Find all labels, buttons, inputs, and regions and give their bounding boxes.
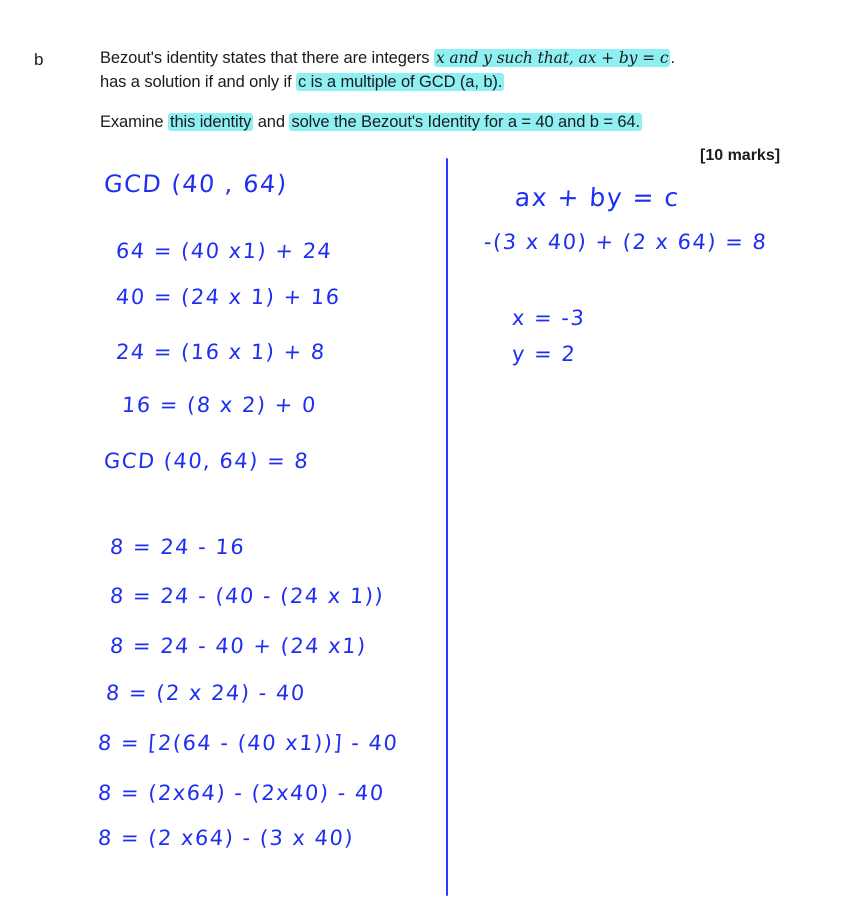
handwritten-line: 8 = (2 x64) - (3 x 40)	[97, 826, 355, 850]
question-label: b	[34, 50, 44, 69]
marks-label: [10 marks]	[700, 147, 781, 164]
question-line-2	[100, 73, 504, 92]
question-line-3	[100, 113, 642, 132]
question-line-1	[100, 49, 675, 68]
column-divider	[446, 158, 448, 896]
question-text: and	[257, 113, 285, 131]
highlighted-text: x and y such that, ax + by = c	[435, 49, 669, 67]
handwritten-line: GCD (40 , 64)	[103, 170, 289, 198]
highlighted-text: this identity	[169, 113, 252, 131]
handwritten-line: y = 2	[511, 342, 578, 366]
handwritten-line: 8 = (2 x 24) - 40	[105, 681, 307, 705]
handwritten-line: 8 = 24 - 40 + (24 x1)	[109, 634, 368, 658]
handwritten-line: 64 = (40 x1) + 24	[115, 239, 334, 263]
handwritten-line: 8 = [2(64 - (40 x1))] - 40	[97, 731, 400, 755]
question-text: Examine	[100, 113, 164, 131]
handwritten-line: GCD (40, 64) = 8	[103, 449, 311, 473]
handwritten-line: x = -3	[511, 306, 587, 330]
question-text: .	[670, 49, 675, 67]
handwritten-line: -(3 x 40) + (2 x 64) = 8	[483, 230, 769, 254]
handwritten-line: ax + by = c	[513, 183, 681, 212]
handwritten-line: 8 = 24 - 16	[109, 535, 247, 559]
question-text: Bezout's identity states that there are integers	[100, 49, 430, 67]
handwritten-line: 24 = (16 x 1) + 8	[115, 340, 327, 364]
handwritten-line: 40 = (24 x 1) + 16	[115, 285, 342, 309]
handwritten-line: 8 = 24 - (40 - (24 x 1))	[109, 584, 386, 608]
highlighted-text: solve the Bezout's Identity for a = 40 and b = 64.	[291, 113, 640, 131]
handwritten-line: 16 = (8 x 2) + 0	[121, 393, 318, 417]
handwritten-line: 8 = (2x64) - (2x40) - 40	[97, 781, 386, 805]
highlighted-text: c is a multiple of GCD (a, b).	[298, 73, 503, 91]
question-text: has a solution if and only if	[100, 73, 292, 91]
